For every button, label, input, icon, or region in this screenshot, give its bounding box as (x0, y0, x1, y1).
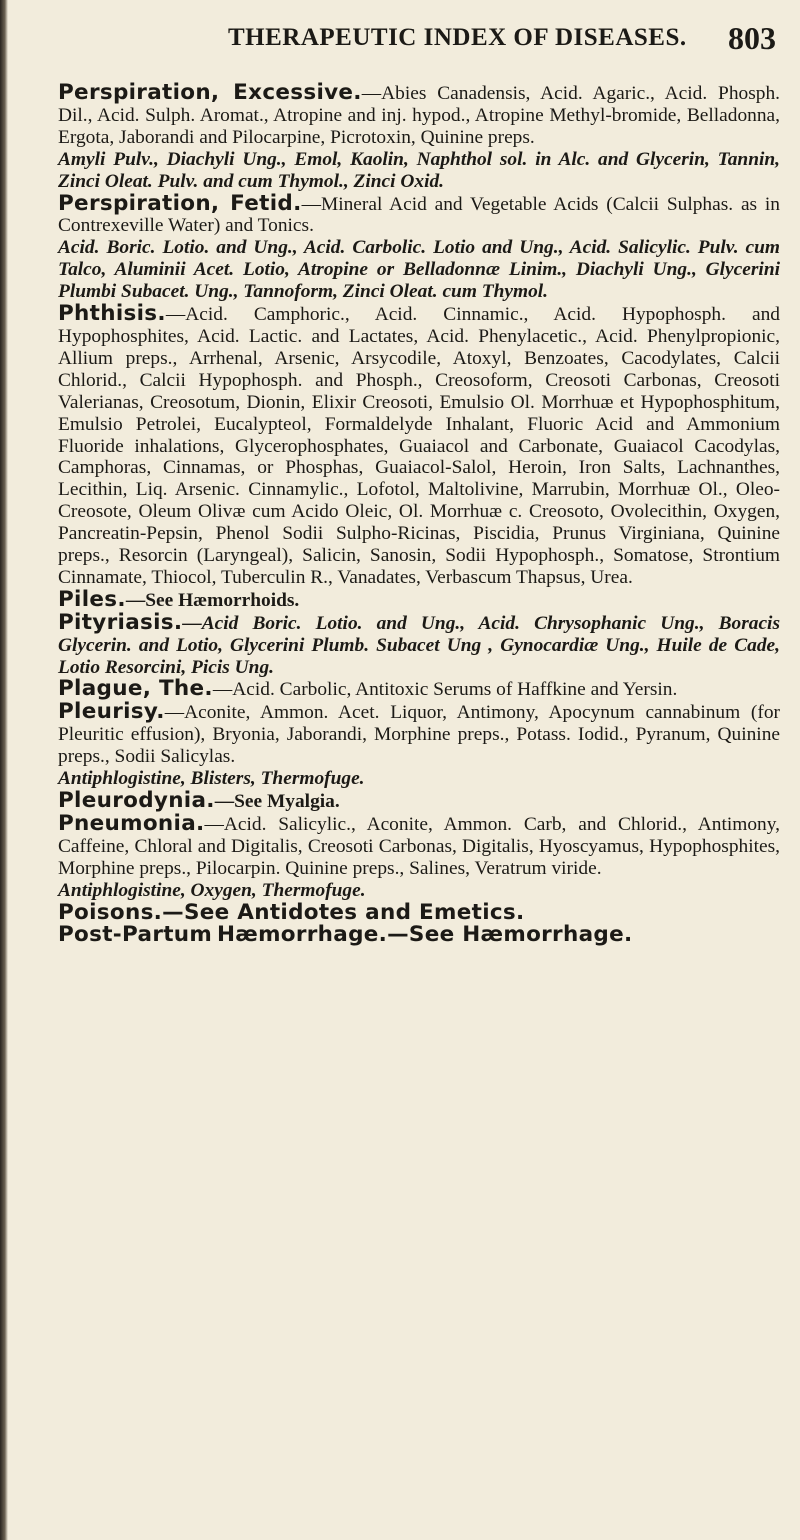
entry-external-remedies: Antiphlogistine, Blisters, Thermofuge. (58, 768, 365, 790)
entry-perspiration-excessive (58, 82, 780, 193)
entry-post-partum (58, 924, 780, 947)
page-header (30, 20, 782, 60)
entry-body: —Acid. Carbolic, Antitoxic Serums of Haffkine and Yersin. (212, 679, 678, 701)
entry-heading: Post-Partum (58, 922, 213, 948)
entry-heading: Poisons. (58, 899, 163, 925)
entry-phthisis (58, 303, 780, 589)
entry-heading: Perspiration, Fetid. (58, 190, 302, 216)
entry-external-remedies: Amyli Pulv., Diachyli Ung., Emol, Kaolin, Naphthol sol. in Alc. and Glycerin, Tannin, Zinci Oleat. Pulv. and cum Thymol., Zinci Oxid. (58, 148, 780, 192)
entry-pleurodynia (58, 790, 780, 813)
entry-heading: Pleurodynia. (58, 788, 215, 813)
page-number: 803 (728, 20, 776, 56)
entry-body: —Acid. Camphoric., Acid. Cinnamic., Acid. Hypophosph. and Hypophosphites, Acid. Lactic. and Lactates, Acid. Phenylacetic., Acid. Phenylpropionic, Allium preps., Arrhenal, Arsenic, Arsycodile, Atoxyl, Benzoates, Cacodylates, Calcii Chlorid., Calcii Hypophosph. and Phosph., Creosoform, Creosoti Carbonas, Creosoti Valerianas, Creosotum, Dionin, Elixir Creosoti, Emulsio Ol. Morrhuæ et Hypophosphitum, Emulsio Petrolei, Eucalypteol, Formaldelyde Inhalant, Fluoric Acid and Ammonium Fluoride inhalations, Glycerophosphates, Guaiacol and Carbonate, Guaiacol Cacodylas, Camphoras, Cinnamas, or Phosphas, Guaiacol-Salol, Heroin, Iron Salts, Lachnanthes, Lecithin, Liq. Arsenic. Cinnamylic., Lofotol, Maltolivine, Marrubin, Morrhuæ Ol., Oleo-Creosote, Oleum Olivæ cum Acido Oleic, Ol. Morrhuæ c. Creosoto, Ovolecithin, Oxygen, Pancreatin-Pepsin, Phenol Sodii Sulpho-Ricinas, Piscidia, Prunus Virginiana, Quinine preps., Resorcin (Laryngeal), Salicin, Sanosin, Sodii Hypophosph., Somatose, Strontium Cinnamate, Thiocol, Tuberculin R., Vanadates, Verbascum Thapsus, Urea. (58, 304, 780, 588)
entry-plague (58, 678, 780, 701)
entry-perspiration-fetid (58, 190, 780, 304)
entry-heading: Pneumonia. (58, 810, 205, 836)
entry-cross-reference: —See Antidotes and Emetics. (162, 899, 525, 925)
page-binding-edge (0, 0, 8, 1540)
entry-pneumonia (58, 810, 780, 902)
entry-pleurisy (58, 701, 780, 790)
entry-piles (58, 586, 780, 612)
entry-external-remedies: Antiphlogistine, Oxygen, Thermofuge. (58, 879, 366, 901)
entry-cross-reference: Hæmorrhage.—See Hæmorrhage. (216, 922, 633, 948)
entry-heading: Perspiration, Excessive. (58, 80, 362, 105)
entry-heading: Piles. (58, 586, 126, 612)
entry-external-remedies: —Acid Boric. Lotio. and Ung., Acid. Chrysophanic Ung., Boracis Glycerin. and Lotio, Glycerini Plumb. Subacet Ung , Gynocardiæ Ung., Huile de Cade, Lotio Resorcini, Picis Ung. (58, 612, 780, 678)
entry-external-remedies: Acid. Boric. Lotio. and Ung., Acid. Carbolic. Lotio and Ung., Acid. Salicylic. Pulv. cum Talco, Aluminii Acet. Lotio, Atropine or Belladonnæ Linim., Diachyli Ung., Glycerini Plumbi Subacet. Ung., Tannoform, Zinci Oleat. cum Thymol. (58, 237, 780, 303)
entry-body: —Abies Canadensis, Acid. Agaric., Acid. Phosph. Dil., Acid. Sulph. Aromat., Atropine and inj. hypod., Atropine Methyl-bromide, Belladonna, Ergota, Jaborandi and Pilocarpine, Picrotoxin, Quinine preps. (58, 83, 780, 148)
entry-heading: Pleurisy. (58, 699, 165, 725)
entry-heading: Pityriasis. (58, 609, 183, 635)
entry-body: —Aconite, Ammon. Acet. Liquor, Antimony, Apocynum cannabinum (for Pleuritic effusion), Bryonia, Jaborandi, Morphine preps., Potass. Iodid., Pyranum, Quinine preps., Sodii Salicylas. (58, 702, 780, 768)
entry-pityriasis (58, 609, 780, 679)
index-entries (58, 82, 780, 947)
entry-cross-reference: —See Myalgia. (214, 791, 340, 812)
entry-body: —Acid. Salicylic., Aconite, Ammon. Carb, and Chlorid., Antimony, Caffeine, Chloral and Digitalis, Creosoti Carbonas, Digitalis, Hyoscyamus, Hypophosphites, Morphine preps., Pilocarpin. Quinine preps., Salines, Veratrum viride. (58, 813, 780, 879)
entry-body: —Mineral Acid and Vegetable Acids (Calcii Sulphas. as in Contrexeville Water) and Tonics. (58, 193, 780, 237)
entry-poisons (58, 899, 780, 925)
entry-cross-reference: —See Hæmorrhoids. (125, 589, 300, 611)
running-title: THERAPEUTIC INDEX OF DISEASES. (228, 24, 687, 51)
entry-heading: Phthisis. (58, 301, 166, 327)
entry-heading: Plague, The. (58, 676, 213, 702)
